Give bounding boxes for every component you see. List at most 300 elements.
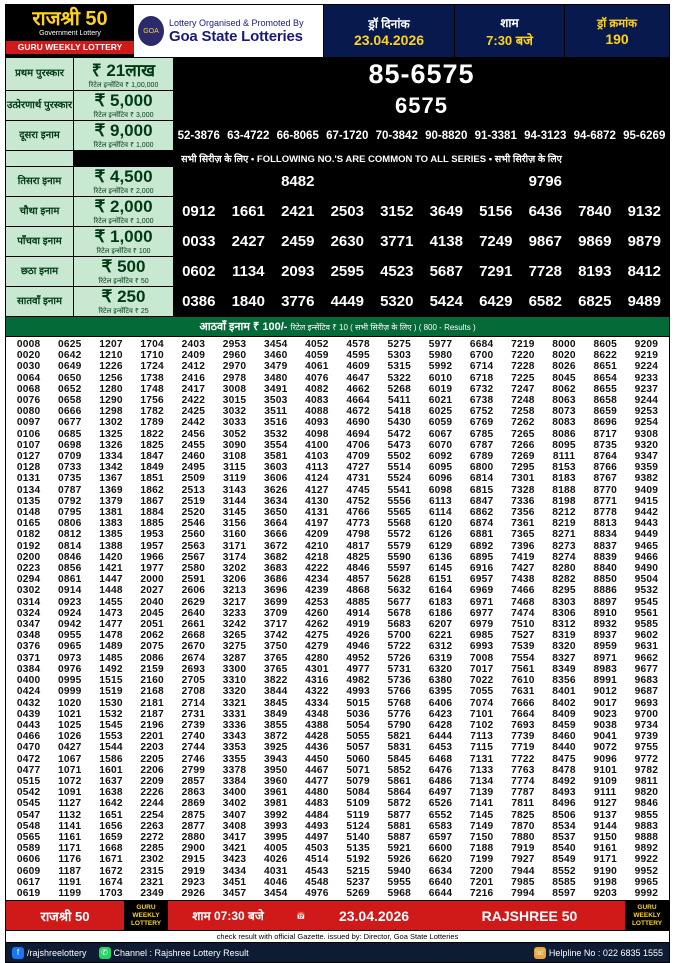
- number-cell: 4253: [305, 596, 329, 608]
- number-cell: 8212: [552, 507, 576, 519]
- number-grid-row: [8, 821, 667, 832]
- number-cell: 7262: [511, 417, 535, 429]
- number-cell: 6186: [428, 607, 453, 619]
- number-cell: 9602: [634, 630, 659, 642]
- number-cell: 8062: [552, 383, 576, 395]
- number-cell: 0192: [16, 540, 41, 552]
- number-cell: 1530: [99, 697, 123, 709]
- number-cell: 1672: [99, 865, 123, 877]
- number-cell: 8540: [552, 843, 576, 855]
- number-cell: 2970: [222, 361, 247, 373]
- number-cell: 8932: [593, 619, 617, 631]
- number-cell: 1199: [58, 887, 82, 899]
- prize-values: [174, 257, 669, 286]
- number-cell: 8460: [552, 731, 576, 743]
- number-cell: 0698: [58, 439, 82, 451]
- number-cell: 5877: [387, 809, 412, 821]
- number-cell: 3943: [263, 753, 288, 765]
- number-cell: 9237: [634, 383, 659, 395]
- number-cell: 8549: [552, 854, 576, 866]
- number-cell: 4752: [346, 495, 370, 507]
- number-cell: 8045: [552, 372, 576, 384]
- whatsapp-channel: Channel : Rajshree Lottery Result: [113, 947, 249, 958]
- number-cell: 5872: [387, 798, 412, 810]
- number-grid-row: [8, 485, 667, 496]
- number-cell: 0642: [58, 350, 82, 362]
- number-cell: 4493: [305, 820, 329, 832]
- number-cell: 2040: [140, 596, 164, 608]
- number-cell: 1383: [99, 518, 123, 530]
- number-cell: 0148: [16, 507, 41, 519]
- number-cell: 2455: [181, 439, 206, 451]
- number-cell: 3626: [263, 484, 288, 496]
- number-cell: 5215: [346, 865, 370, 877]
- prize-amount-cell: [74, 91, 174, 120]
- number-cell: 4993: [346, 686, 370, 698]
- prize-name: चौथा इनाम: [6, 197, 74, 226]
- number-cell: 7017: [469, 663, 494, 675]
- prize-amount-cell: [74, 257, 174, 286]
- number-cell: 1210: [99, 350, 123, 362]
- prize-name: दूसरा इनाम: [6, 121, 74, 150]
- number-cell: 7150: [469, 831, 494, 843]
- number-cell: 2417: [181, 383, 206, 395]
- number-cell: 5852: [387, 764, 412, 776]
- number-cell: 9127: [593, 798, 617, 810]
- number-cell: 2606: [181, 585, 206, 597]
- number-cell: 1638: [99, 787, 123, 799]
- number-cell: 1369: [99, 484, 123, 496]
- prize-row-fifth: [6, 227, 669, 257]
- number-cell: 8766: [593, 462, 617, 474]
- number-cell: 0347: [16, 619, 41, 631]
- number-cell: 0792: [58, 495, 82, 507]
- number-cell: 6620: [428, 854, 453, 866]
- number-cell: 6092: [428, 451, 453, 463]
- number-cell: 6738: [469, 395, 494, 407]
- number-cell: 6126: [428, 529, 453, 541]
- number-cell: 3421: [222, 843, 247, 855]
- prize-row-second: [6, 121, 669, 150]
- prize-number: 7291: [479, 263, 513, 280]
- number-cell: 9693: [634, 697, 659, 709]
- number-cell: 5315: [387, 361, 412, 373]
- number-cell: 9734: [634, 719, 659, 731]
- number-cell: 5565: [387, 507, 412, 519]
- number-cell: 5940: [387, 865, 412, 877]
- number-cell: 1885: [140, 518, 164, 530]
- number-cell: 7200: [469, 865, 494, 877]
- number-cell: 0677: [58, 417, 82, 429]
- number-cell: 2196: [140, 719, 164, 731]
- prize-amount-cell: [74, 167, 174, 196]
- prize-name: तिसरा इनाम: [6, 167, 74, 196]
- number-cell: 7149: [469, 820, 494, 832]
- prize-incentive: रिटेल इन्सेंटिव ₹ 3,000: [93, 112, 154, 119]
- number-cell: 2714: [181, 697, 206, 709]
- number-cell: 4484: [305, 809, 329, 821]
- number-cell: 0795: [58, 507, 82, 519]
- prize-number: 5320: [380, 293, 414, 310]
- number-cell: 1601: [99, 764, 123, 776]
- number-cell: 6847: [469, 495, 494, 507]
- prize-number: 6436: [528, 203, 562, 220]
- number-cell: 1825: [140, 439, 164, 451]
- number-cell: 2960: [222, 350, 247, 362]
- number-cell: 2520: [181, 507, 206, 519]
- number-cell: 2027: [140, 585, 164, 597]
- number-cell: 8937: [593, 630, 617, 642]
- number-grid-row: [8, 754, 667, 765]
- number-cell: 0973: [58, 652, 82, 664]
- number-cell: 1141: [58, 820, 82, 832]
- number-cell: 6067: [428, 428, 453, 440]
- number-cell: 0371: [16, 652, 41, 664]
- number-cell: 8840: [593, 563, 617, 575]
- number-cell: 7539: [511, 641, 535, 653]
- number-cell: 3491: [263, 383, 288, 395]
- number-cell: 1072: [58, 775, 82, 787]
- number-cell: 2062: [140, 630, 164, 642]
- number-cell: 5303: [387, 350, 412, 362]
- number-cell: 5776: [387, 708, 412, 720]
- number-cell: 3233: [222, 607, 247, 619]
- number-cell: 8475: [552, 753, 576, 765]
- number-cell: 4514: [305, 854, 329, 866]
- number-cell: 2674: [181, 652, 206, 664]
- number-cell: 6892: [469, 540, 494, 552]
- number-cell: 4279: [305, 641, 329, 653]
- number-cell: 6684: [469, 339, 494, 350]
- number-cell: 1668: [99, 843, 123, 855]
- number-cell: 0924: [58, 607, 82, 619]
- number-cell: 2226: [140, 787, 164, 799]
- number-cell: 8659: [593, 406, 617, 418]
- number-cell: 7427: [511, 563, 535, 575]
- number-cell: 0787: [58, 484, 82, 496]
- number-cell: 4977: [346, 663, 370, 675]
- brand-title: राजश्री 50: [32, 7, 108, 30]
- number-cell: 7102: [469, 719, 494, 731]
- number-cell: 3503: [263, 395, 288, 407]
- number-grid-row: [8, 574, 667, 585]
- number-cell: 5768: [387, 697, 412, 709]
- number-cell: 0565: [16, 831, 41, 843]
- number-cell: 3581: [263, 451, 288, 463]
- number-cell: 1884: [140, 507, 164, 519]
- draw-number-block: [565, 5, 669, 57]
- number-cell: 1367: [99, 473, 123, 485]
- number-cell: 9109: [593, 775, 617, 787]
- number-cell: 3925: [263, 742, 288, 754]
- number-cell: 8959: [593, 641, 617, 653]
- number-cell: 9209: [634, 339, 659, 350]
- number-cell: 7811: [511, 798, 535, 810]
- prize-number: 2503: [330, 203, 364, 220]
- prize-values: [174, 121, 669, 150]
- number-cell: 7145: [469, 809, 494, 821]
- number-cell: 4113: [305, 462, 329, 474]
- number-cell: 1342: [99, 462, 123, 474]
- number-grid-row: [8, 563, 667, 574]
- number-cell: 3378: [222, 764, 247, 776]
- number-cell: 3765: [263, 652, 288, 664]
- number-cell: 2442: [181, 417, 206, 429]
- number-cell: 8897: [593, 596, 617, 608]
- number-cell: 7225: [511, 372, 535, 384]
- number-cell: 8153: [552, 462, 576, 474]
- number-cell: 1226: [99, 361, 123, 373]
- number-cell: 0976: [58, 663, 82, 675]
- footer-brand-right: RAJSHREE 50: [481, 907, 578, 924]
- number-cell: 6815: [469, 484, 494, 496]
- number-cell: 5579: [387, 540, 412, 552]
- number-cell: 5861: [387, 775, 412, 787]
- number-cell: 6114: [429, 507, 452, 519]
- number-cell: 1021: [58, 708, 82, 720]
- number-cell: 7722: [511, 753, 535, 765]
- number-cell: 4052: [305, 339, 329, 350]
- number-cell: 9820: [634, 787, 659, 799]
- number-cell: 5845: [387, 753, 412, 765]
- number-cell: 4662: [346, 383, 370, 395]
- social-bar: [5, 943, 670, 963]
- number-cell: 7248: [511, 395, 535, 407]
- number-cell: 6881: [469, 529, 494, 541]
- number-cell: 9198: [593, 876, 617, 888]
- number-cell: 1553: [99, 731, 123, 743]
- number-cell: 7774: [511, 775, 535, 787]
- number-cell: 2640: [181, 607, 206, 619]
- number-cell: 0008: [16, 339, 41, 350]
- prize-number: 5424: [429, 293, 463, 310]
- prize-amount: ₹ 9,000: [94, 121, 153, 140]
- number-cell: 7295: [511, 462, 535, 474]
- prize-number: 66-8065: [276, 129, 319, 142]
- helpline[interactable]: [528, 947, 669, 959]
- number-cell: 5119: [346, 809, 370, 821]
- number-cell: 1782: [140, 406, 164, 418]
- number-cell: 4005: [263, 843, 288, 855]
- number-cell: 5977: [428, 339, 453, 350]
- number-grid-table: [8, 339, 667, 899]
- number-cell: 7561: [511, 663, 535, 675]
- number-cell: 8409: [552, 708, 576, 720]
- number-cell: 0165: [16, 518, 41, 530]
- number-cell: 0076: [16, 395, 41, 407]
- number-cell: 5556: [387, 495, 412, 507]
- number-grid-row: [8, 507, 667, 518]
- footer-logo: GURU WEEKLY LOTTERY: [124, 901, 168, 930]
- prize-number: 3152: [380, 203, 414, 220]
- number-cell: 4731: [346, 473, 370, 485]
- calendar-icon: 📅: [296, 912, 306, 920]
- number-cell: 4919: [346, 619, 370, 631]
- number-cell: 2705: [181, 675, 206, 687]
- number-cell: 1656: [99, 820, 123, 832]
- number-cell: 6319: [428, 652, 453, 664]
- prize-number: 91-3381: [474, 129, 517, 142]
- number-grid-row: [8, 552, 667, 563]
- number-cell: 8813: [593, 518, 617, 530]
- number-cell: 0477: [16, 764, 41, 776]
- number-cell: 3310: [222, 675, 247, 687]
- number-cell: 4061: [305, 361, 329, 373]
- number-cell: 3696: [263, 585, 288, 597]
- number-cell: 1642: [99, 798, 123, 810]
- draw-time-value: 7:30 बजे: [486, 32, 533, 48]
- number-cell: 5926: [387, 854, 412, 866]
- prize-number: 1840: [231, 293, 265, 310]
- number-cell: 6145: [428, 563, 453, 575]
- number-cell: 7787: [511, 787, 535, 799]
- number-cell: 3672: [263, 540, 288, 552]
- number-cell: 6640: [428, 876, 453, 888]
- number-cell: 4131: [305, 507, 329, 519]
- number-cell: 1326: [99, 439, 123, 451]
- number-cell: 1298: [99, 406, 123, 418]
- number-cell: 2919: [181, 865, 206, 877]
- number-cell: 7247: [511, 383, 535, 395]
- whatsapp-link[interactable]: [93, 947, 255, 959]
- prize-number: 7249: [479, 233, 513, 250]
- number-cell: 7101: [469, 708, 494, 720]
- number-cell: 5722: [387, 641, 412, 653]
- number-cell: 7693: [511, 719, 535, 731]
- number-cell: 4031: [263, 865, 288, 877]
- number-cell: 2181: [140, 697, 164, 709]
- facebook-link[interactable]: [6, 947, 93, 959]
- number-cell: 9683: [634, 675, 659, 687]
- number-cell: 8083: [552, 417, 576, 429]
- number-cell: 2799: [181, 764, 206, 776]
- organiser-name: Goa State Lotteries: [169, 27, 303, 45]
- number-cell: 6526: [428, 798, 453, 810]
- number-cell: 9952: [634, 865, 659, 877]
- number-cell: 1756: [140, 395, 164, 407]
- number-cell: 1822: [140, 428, 164, 440]
- number-cell: 7396: [511, 540, 535, 552]
- number-cell: 5992: [428, 361, 453, 373]
- number-cell: 6095: [428, 462, 453, 474]
- number-cell: 4100: [305, 439, 329, 451]
- number-cell: 5980: [428, 350, 453, 362]
- number-cell: 0400: [16, 675, 41, 687]
- prize-number: 2595: [330, 263, 364, 280]
- prize-number: 9489: [627, 293, 661, 310]
- number-cell: 3145: [222, 507, 247, 519]
- prize-amount-cell: [74, 287, 174, 316]
- number-cell: 5269: [346, 887, 370, 899]
- number-cell: 1710: [140, 350, 164, 362]
- number-cell: 4477: [305, 775, 329, 787]
- number-cell: 0861: [58, 574, 82, 586]
- number-cell: 7301: [511, 473, 535, 485]
- number-grid-row: [8, 888, 667, 899]
- number-cell: 4046: [263, 876, 288, 888]
- number-cell: 9442: [634, 507, 659, 519]
- number-cell: 8320: [552, 641, 576, 653]
- number-cell: 9504: [634, 574, 659, 586]
- number-cell: 7139: [469, 787, 494, 799]
- prize-values: [174, 91, 669, 120]
- number-cell: 1447: [99, 574, 123, 586]
- number-cell: 6136: [428, 551, 453, 563]
- number-cell: 8654: [593, 372, 617, 384]
- number-cell: 6785: [469, 428, 494, 440]
- number-cell: 2263: [140, 820, 164, 832]
- number-cell: 8111: [552, 451, 576, 463]
- number-cell: 3683: [263, 563, 288, 575]
- number-cell: 6221: [428, 630, 453, 642]
- number-cell: 8764: [593, 451, 617, 463]
- number-cell: 8622: [593, 350, 617, 362]
- number-cell: 2045: [140, 607, 164, 619]
- number-cell: 6025: [428, 406, 453, 418]
- number-cell: 3650: [263, 507, 288, 519]
- number-cell: 5124: [346, 820, 370, 832]
- prize-number: 2427: [231, 233, 265, 250]
- number-cell: 3353: [222, 742, 247, 754]
- prize-row-fourth: [6, 197, 669, 227]
- number-cell: 6862: [469, 507, 494, 519]
- number-cell: 9171: [593, 854, 617, 866]
- number-cell: 0658: [58, 395, 82, 407]
- number-cell: 0439: [16, 708, 41, 720]
- number-cell: 7554: [511, 652, 535, 664]
- number-cell: 1851: [140, 473, 164, 485]
- number-cell: 2978: [222, 372, 247, 384]
- number-cell: 2075: [140, 641, 164, 653]
- number-cell: 7739: [511, 731, 535, 743]
- number-cell: 3603: [263, 462, 288, 474]
- number-cell: 7985: [511, 876, 535, 888]
- number-cell: 5632: [387, 585, 412, 597]
- number-cell: 0384: [16, 663, 41, 675]
- number-cell: 7113: [470, 731, 494, 743]
- number-cell: 6977: [469, 607, 494, 619]
- number-cell: 3408: [222, 820, 247, 832]
- number-cell: 1977: [140, 563, 164, 575]
- number-cell: 6814: [469, 473, 494, 485]
- number-cell: 9465: [634, 540, 659, 552]
- number-grid-row: [8, 664, 667, 675]
- number-cell: 0135: [16, 495, 41, 507]
- number-cell: 9561: [634, 607, 659, 619]
- number-cell: 4467: [305, 764, 329, 776]
- number-cell: 4952: [346, 652, 370, 664]
- number-cell: 9677: [634, 663, 659, 675]
- number-cell: 0814: [58, 540, 82, 552]
- number-cell: 9755: [634, 742, 659, 754]
- number-cell: 6732: [469, 383, 494, 395]
- number-cell: 9254: [634, 417, 659, 429]
- prize-number: 0386: [182, 293, 216, 310]
- number-grid-row: [8, 496, 667, 507]
- number-cell: 7219: [511, 339, 535, 350]
- number-cell: 7141: [469, 798, 494, 810]
- number-cell: 8312: [552, 619, 576, 631]
- prize-row-seventh: [6, 287, 669, 316]
- number-cell: 0097: [16, 417, 41, 429]
- number-cell: 4260: [305, 607, 329, 619]
- prize-number: 9132: [627, 203, 661, 220]
- number-cell: 4124: [305, 473, 329, 485]
- number-cell: 0324: [16, 607, 41, 619]
- number-cell: 2740: [181, 731, 206, 743]
- footer-time: शाम 07:30 बजे: [192, 909, 264, 924]
- number-cell: 8020: [552, 350, 576, 362]
